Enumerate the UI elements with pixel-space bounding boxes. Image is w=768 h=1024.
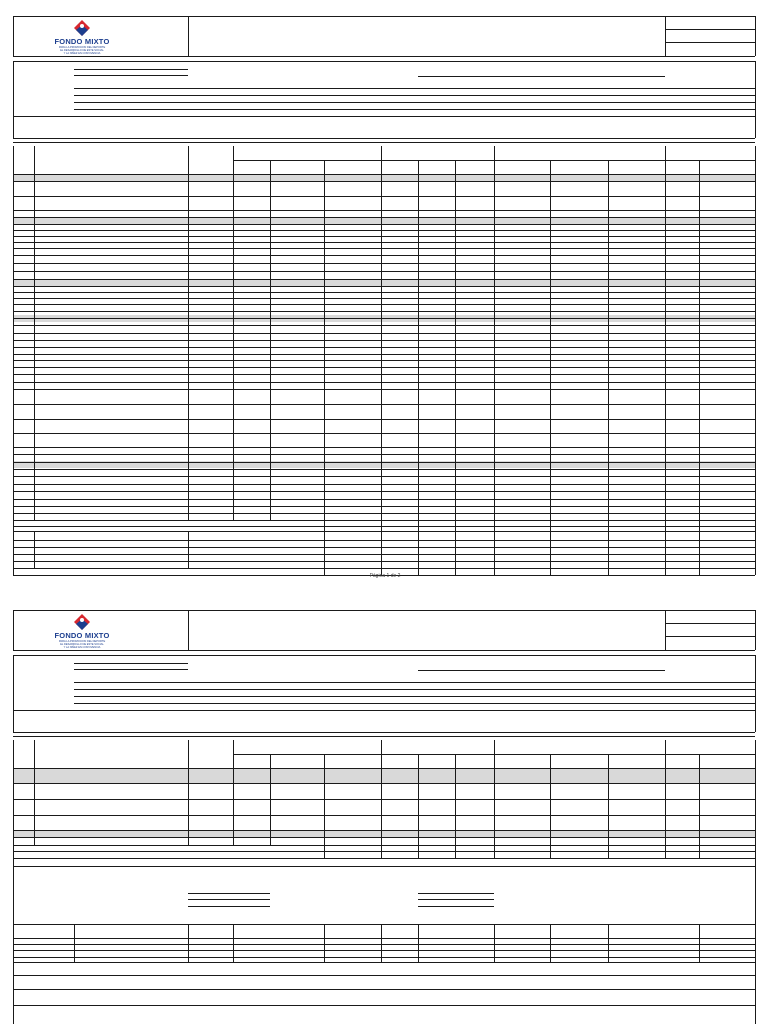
totals-column	[381, 845, 382, 858]
totals-column	[665, 845, 666, 858]
totals-column	[550, 845, 551, 858]
signature-block-top	[13, 866, 755, 867]
table-column-line	[699, 768, 700, 845]
bottom-table-row	[13, 938, 755, 939]
bottom-table-top	[13, 924, 755, 925]
bottom-table-column	[418, 924, 419, 962]
bottom-table-column	[381, 924, 382, 962]
table-header-column	[188, 740, 189, 768]
table-row-line	[13, 768, 755, 769]
info-right-border	[755, 655, 756, 732]
table-row-line	[13, 783, 755, 784]
table-column-line	[233, 768, 234, 845]
bottom-table-row	[13, 962, 755, 963]
table-column-line	[494, 768, 495, 845]
info-field-line	[418, 670, 665, 671]
table-column-line	[550, 768, 551, 845]
table-header-column	[755, 740, 756, 768]
table-header-subdivider	[233, 754, 755, 755]
signature-line	[418, 899, 494, 900]
table-header-column	[418, 754, 419, 768]
table-header-column	[455, 754, 456, 768]
bottom-table-row	[13, 944, 755, 945]
table-column-line	[455, 768, 456, 845]
table-column-line	[13, 768, 14, 845]
table-column-line	[270, 768, 271, 845]
info-top-border	[13, 655, 755, 656]
notes-line	[13, 989, 755, 990]
signature-line	[418, 893, 494, 894]
table-header-column	[270, 754, 271, 768]
notes-line	[13, 1005, 755, 1006]
totals-column	[608, 845, 609, 858]
page-number: Página 1 de 2	[369, 573, 401, 579]
table-column-line	[755, 768, 756, 845]
info-field-line	[74, 689, 755, 690]
logo-wordmark: FONDO MIXTO	[54, 631, 110, 640]
bottom-table-column	[494, 924, 495, 962]
table-top-border	[13, 736, 755, 737]
table-column-line	[188, 768, 189, 845]
logo-tagline: Y LA NIÑEZ EN CONVIVENCIA	[63, 646, 101, 649]
totals-column	[699, 845, 700, 858]
notes-line	[13, 975, 755, 976]
table-column-line	[608, 768, 609, 845]
info-field-line	[74, 696, 755, 697]
header-code-line	[665, 623, 755, 624]
bottom-table-column	[188, 924, 189, 962]
info-field-line	[74, 703, 755, 704]
info-field-line	[74, 663, 188, 664]
signature-line	[188, 893, 270, 894]
table-header-column	[608, 754, 609, 768]
section-row	[13, 830, 755, 837]
info-block-bottom	[13, 732, 755, 733]
bottom-table-column	[699, 924, 700, 962]
bottom-table-column	[74, 924, 75, 962]
table-row-line	[13, 845, 755, 846]
signature-line	[188, 899, 270, 900]
table-header-column	[550, 754, 551, 768]
header-code-line	[665, 636, 755, 637]
page-left-border	[13, 845, 14, 1024]
header-top-border	[13, 610, 755, 611]
fondo-mixto-logo	[50, 613, 114, 649]
header-bottom-border	[13, 650, 755, 651]
totals-column	[418, 845, 419, 858]
table-column-line	[34, 768, 35, 845]
header-logo-divider	[188, 610, 189, 650]
bottom-table-row	[13, 957, 755, 958]
header-left-border	[13, 610, 14, 650]
header-right-border	[755, 610, 756, 650]
totals-line	[13, 858, 755, 859]
bottom-table-row	[13, 950, 755, 951]
table-row-line	[13, 799, 755, 800]
bottom-table-column	[550, 924, 551, 962]
table-column-line	[665, 768, 666, 845]
bottom-table-column	[608, 924, 609, 962]
table-header-column	[13, 740, 14, 768]
signature-line	[418, 906, 494, 907]
logo-tagline: PARA LA PROMOCION DEL DEPORTE	[58, 640, 106, 643]
info-left-border	[13, 655, 14, 732]
totals-column	[455, 845, 456, 858]
table-header-column	[34, 740, 35, 768]
header-code-divider	[665, 610, 666, 650]
section-row	[13, 768, 755, 783]
logo-tagline: Y LA NIÑEZ EN CONVIVENCIA	[63, 52, 101, 55]
bottom-table-column	[324, 924, 325, 962]
table-row-line	[13, 815, 755, 816]
logo-tagline: EL DESARROLLO DE ESTE SOCIAL	[60, 49, 104, 52]
table-column-line	[381, 768, 382, 845]
logo-wordmark: FONDO MIXTO	[54, 37, 110, 46]
logo-diamond-icon	[72, 613, 92, 631]
signature-line	[188, 906, 270, 907]
bottom-table-column	[233, 924, 234, 962]
info-field-line	[74, 669, 188, 670]
table-row-line	[13, 830, 755, 831]
page-right-border	[755, 845, 756, 1024]
totals-column	[494, 845, 495, 858]
table-header-column	[699, 754, 700, 768]
totals-line	[13, 851, 755, 852]
table-column-line	[418, 768, 419, 845]
info-field-line	[74, 682, 755, 683]
info-block-divider	[13, 710, 755, 711]
totals-column	[324, 845, 325, 858]
table-column-line	[324, 768, 325, 845]
table-header-column	[324, 754, 325, 768]
logo-tagline: PARA LA PROMOCION DEL DEPORTE	[58, 46, 106, 49]
table-row-line	[13, 837, 755, 838]
logo-tagline: EL DESARROLLO DE ESTE SOCIAL	[60, 643, 104, 646]
